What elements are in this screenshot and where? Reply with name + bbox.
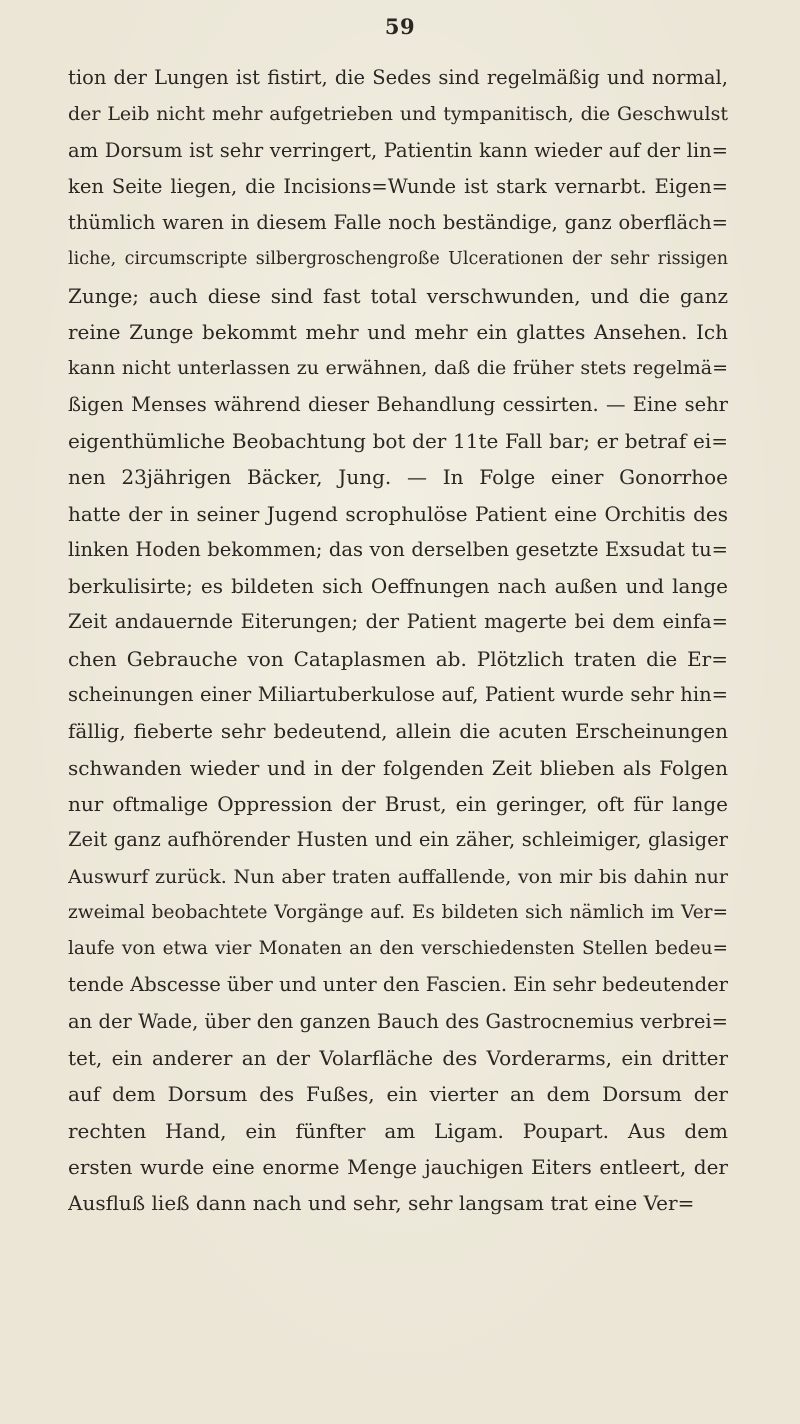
text-line: ken Seite liegen, die Incisions=Wunde ist stark vernarbt. Eigen= — [68, 174, 728, 198]
text-line: liche, circumscripte silbergroschengroße Ulcerationen der sehr rissigen — [68, 249, 728, 270]
text-line: auf dem Dorsum des Fußes, ein vierter an dem Dorsum der — [68, 1082, 728, 1107]
text-line: nen 23jährigen Bäcker, Jung. — In Folge einer Gonorrhoe — [68, 465, 728, 490]
text-line: Ausfluß ließ dann nach und sehr, sehr langsam trat eine Ver= — [68, 1191, 695, 1216]
text-line: eigenthümliche Beobachtung bot der 11te Fall bar; er betraf ei= — [68, 428, 728, 453]
text-line: berkulisirte; es bildeten sich Oeffnungen nach außen und lange — [68, 574, 728, 599]
text-line: Zunge; auch diese sind fast total verschwunden, und die ganz — [68, 283, 728, 308]
page-number: 59 — [384, 14, 416, 39]
text-line: tion der Lungen ist fistirt, die Sedes sind regelmäßig und normal, — [68, 66, 728, 89]
text-line: zweimal beobachtete Vorgänge auf. Es bildeten sich nämlich im Ver= — [68, 901, 728, 923]
text-line: ersten wurde eine enorme Menge jauchigen Eiters entleert, der — [68, 1154, 728, 1179]
text-line: am Dorsum ist sehr verringert, Patientin kann wieder auf der lin= — [68, 138, 728, 162]
text-line: tende Abscesse über und unter den Fascien. Ein sehr bedeutender — [68, 973, 728, 997]
text-line: chen Gebrauche von Cataplasmen ab. Plötzlich traten die Er= — [68, 646, 728, 671]
text-line: schwanden wieder und in der folgenden Zeit blieben als Folgen — [68, 755, 728, 780]
text-line: linken Hoden bekommen; das von derselben gesetzte Exsudat tu= — [68, 537, 728, 561]
text-line: fällig, fieberte sehr bedeutend, allein die acuten Erscheinungen — [68, 719, 728, 744]
text-line: kann nicht unterlassen zu erwähnen, daß die früher stets regelmä= — [68, 357, 728, 380]
text-line: der Leib nicht mehr aufgetrieben und tympanitisch, die Geschwulst — [68, 103, 728, 126]
text-line: an der Wade, über den ganzen Bauch des Gastrocnemius verbrei= — [68, 1009, 728, 1033]
text-line: scheinungen einer Miliartuberkulose auf, Patient wurde sehr hin= — [68, 683, 728, 707]
text-line: thümlich waren in diesem Falle noch beständige, ganz oberfläch= — [68, 211, 728, 235]
text-line: Zeit andauernde Eiterungen; der Patient magerte bei dem einfa= — [68, 610, 728, 634]
text-line: ßigen Menses während dieser Behandlung cessirten. — Eine sehr — [68, 392, 728, 416]
text-line: rechten Hand, ein fünfter am Ligam. Poupart. Aus dem — [68, 1118, 728, 1143]
text-line: Auswurf zurück. Nun aber traten auffallende, von mir bis dahin nur — [68, 865, 728, 888]
text-line: hatte der in seiner Jugend scrophulöse Patient eine Orchitis des — [68, 501, 728, 526]
text-line: Zeit ganz aufhörender Husten und ein zäher, schleimiger, glasiger — [68, 828, 728, 852]
text-line: nur oftmalige Oppression der Brust, ein geringer, oft für lange — [68, 791, 728, 816]
text-line: laufe von etwa vier Monaten an den verschiedensten Stellen bedeu= — [68, 938, 728, 960]
text-line: reine Zunge bekommt mehr und mehr ein glattes Ansehen. Ich — [68, 320, 728, 345]
body-text — [68, 60, 728, 1222]
text-line: tet, ein anderer an der Volarfläche des Vorderarms, ein dritter — [68, 1046, 728, 1071]
